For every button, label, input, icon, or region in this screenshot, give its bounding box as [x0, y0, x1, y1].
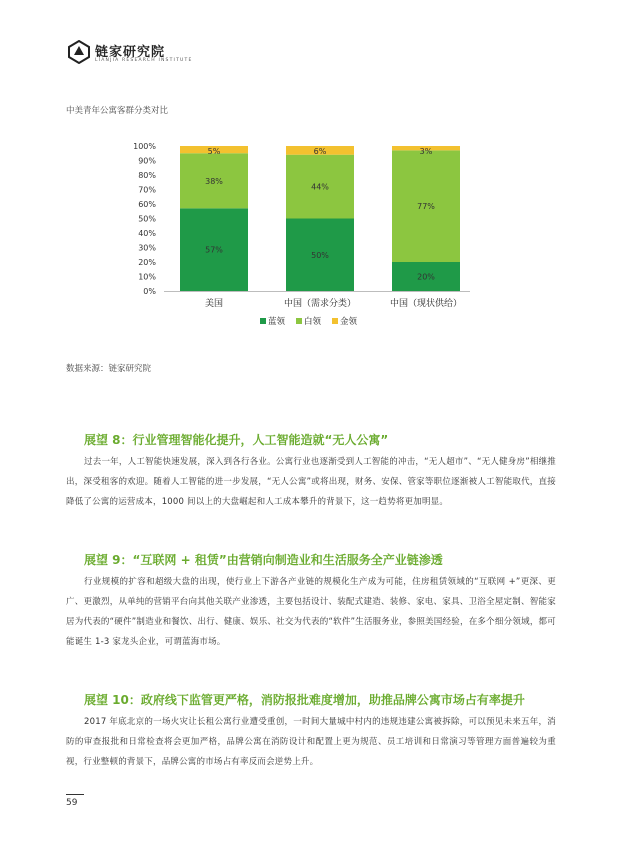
outlook-section-10 [66, 692, 556, 772]
y-tick-label: 30% [138, 243, 156, 253]
page-number: 59 [66, 798, 78, 808]
y-tick-label: 20% [138, 258, 156, 267]
y-tick-label: 90% [138, 156, 156, 166]
data-label: 50% [311, 250, 329, 260]
chart-caption: 中美青年公寓客群分类对比 [66, 106, 169, 116]
legend-label: 蓝领 [268, 317, 286, 327]
y-tick-label: 40% [138, 229, 156, 238]
y-tick-label: 80% [138, 171, 156, 180]
legend-label: 白领 [304, 317, 322, 327]
data-label: 5% [207, 147, 221, 156]
page-number-rule [66, 794, 84, 795]
legend-swatch-蓝领 [260, 318, 266, 324]
data-source: 数据来源：链家研究院 [66, 364, 152, 374]
legend-swatch-金领 [332, 318, 338, 324]
brand-name: 链家研究院 [95, 45, 166, 60]
data-label: 57% [205, 245, 223, 255]
data-label: 20% [417, 272, 435, 282]
data-label: 77% [417, 202, 435, 212]
data-label: 6% [313, 147, 327, 156]
legend-swatch-白领 [296, 318, 302, 324]
section-body: 2017 年底北京的一场火灾让长租公寓行业遭受重创，一时间大量城中村内的违规违建公寓被拆除，可以预见未来五年，消防的审查报批和日常检查将会更加严格，品牌公寓在消防设计和配置上更为规范、员工培训和日常演习等管理方面普遍较为重视，行业整顿的背景下，品牌公寓的市场占有率反而会逆势上升。 [66, 717, 556, 767]
y-tick-label: 0% [143, 287, 156, 296]
y-tick-label: 50% [138, 214, 156, 224]
y-tick-label: 10% [138, 272, 156, 282]
section-title: 展望 8：行业管理智能化提升，人工智能造就“无人公寓” [84, 433, 389, 447]
section-body: 过去一年，人工智能快速发展，深入到各行各业。公寓行业也逐渐受到人工智能的冲击，“无人超市”、“无人健身房”相继推出，深受租客的欢迎。随着人工智能的进一步发展，“无人公寓”或将出现，财务、安保、管家等职位逐渐被人工智能取代，直接降低了公寓的运营成本，1000 间以上的大盘崛起和人工成本攀升的背景下，这一趋势将更加明显。 [66, 457, 556, 507]
outlook-section-9 [66, 552, 556, 652]
section-title: 展望 10：政府线下监管更严格，消防报批难度增加，助推品牌公寓市场占有率提升 [84, 693, 525, 707]
section-body: 行业规模的扩容和超级大盘的出现，使行业上下游各产业链的规模化生产成为可能，住房租赁领域的“互联网 +”更深、更广、更激烈，从单纯的营销平台向其他关联产业渗透，主要包括设计、装配式建造、装修、家电、家具、卫浴全屋定制、智能家居为代表的“硬件”制造业和餐饮、出行、健康、娱乐、社交为代表的“软件”生活服务业，参照美国经验，在多个细分领域，都可能诞生 1-3 家龙头企业，可谓蓝海市场。 [66, 577, 556, 647]
y-tick-label: 60% [138, 200, 156, 209]
y-tick-label: 100% [133, 142, 156, 151]
x-tick-label: 美国 [204, 299, 224, 309]
section-title: 展望 9：“互联网 + 租赁”由营销向制造业和生活服务全产业链渗透 [84, 553, 443, 567]
data-label: 3% [419, 147, 433, 156]
brand-subtitle: LIANJIA RESEARCH INSTITUTE [95, 58, 193, 63]
x-tick-label: 中国（现状供给） [389, 299, 463, 309]
x-tick-label: 中国（需求分类） [283, 299, 357, 309]
y-tick-label: 70% [138, 185, 156, 195]
outlook-section-8 [66, 432, 556, 512]
data-label: 38% [205, 176, 223, 186]
legend-label: 金领 [340, 317, 358, 327]
data-label: 44% [311, 182, 329, 192]
